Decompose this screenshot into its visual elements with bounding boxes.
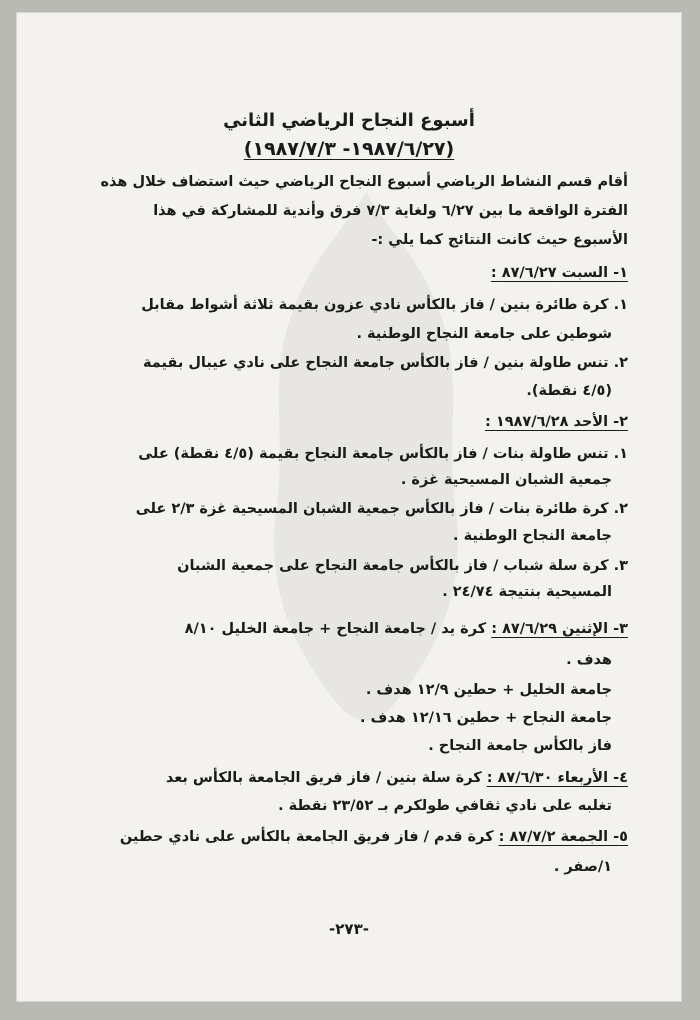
result-line: ١. تنس طاولة بنات / فاز بالكأس جامعة النجاح بقيمة (٤/٥ نقطة) على <box>138 446 628 462</box>
section-heading: ٥- الجمعة ٨٧/٧/٢ : <box>498 829 628 845</box>
result-line: ٤- الأربعاء ٨٧/٦/٣٠ : كرة سلة بنين / فاز فريق الجامعة بالكأس بعد <box>165 770 628 786</box>
result-line: ٣- الإثنين ٨٧/٦/٢٩ : كرة يد / جامعة النجاح + جامعة الخليل ٨/١٠ <box>184 621 628 637</box>
result-line: جامعة النجاح + حطين ١٢/١٦ هدف . <box>359 710 612 726</box>
intro-line: الفترة الواقعة ما بين ٦/٢٧ ولغاية ٧/٣ فرق وأندية للمشاركة في هذا <box>153 203 628 219</box>
result-line: جامعة الخليل + حطين ١٢/٩ هدف . <box>365 682 612 698</box>
page-number: -٢٧٣- <box>329 920 369 938</box>
section-heading: ٣- الإثنين ٨٧/٦/٢٩ : <box>491 621 628 637</box>
result-line: ٥- الجمعة ٨٧/٧/٢ : كرة قدم / فاز فريق الجامعة بالكأس على نادي حطين <box>119 829 628 845</box>
result-line: هدف . <box>566 652 612 668</box>
result-line: (٤/٥ نقطة). <box>526 383 612 399</box>
result-line: ١. كرة طائرة بنين / فاز بالكأس نادي عزون بقيمة ثلاثة أشواط مقابل <box>141 297 628 313</box>
result-line: جمعية الشبان المسيحية غزة . <box>400 472 612 488</box>
result-line: ٢. تنس طاولة بنين / فاز بالكأس جامعة النجاح على نادي عيبال بقيمة <box>142 355 628 371</box>
result-line: ٣. كرة سلة شباب / فاز بالكأس جامعة النجاح على جمعية الشبان <box>177 558 628 574</box>
section-heading: ٢- الأحد ١٩٨٧/٦/٢٨ : <box>485 414 628 430</box>
result-line: المسيحية بنتيجة ٢٤/٧٤ . <box>442 584 612 600</box>
section-heading: ١- السبت ٨٧/٦/٢٧ : <box>490 265 628 281</box>
section-heading: ٤- الأربعاء ٨٧/٦/٣٠ : <box>486 770 628 786</box>
intro-line: الأسبوع حيث كانت النتائج كما يلي :- <box>371 232 628 248</box>
result-line: ٢. كرة طائرة بنات / فاز بالكأس جمعية الشبان المسيحية غزة ٢/٣ على <box>135 501 628 517</box>
result-line: تغلبه على نادي ثقافي طولكرم بـ ٢٣/٥٢ نقطة . <box>278 798 612 814</box>
result-line: فاز بالكأس جامعة النجاح . <box>428 738 612 754</box>
result-line: جامعة النجاح الوطنية . <box>453 528 612 544</box>
intro-line: أقام قسم النشاط الرياضي أسبوع النجاح الرياضي حيث استضاف خلال هذه <box>100 174 628 190</box>
result-line: ١/صفر . <box>553 859 612 875</box>
page-title: أسبوع النجاح الرياضي الثاني <box>223 110 475 131</box>
document-page <box>16 12 682 1002</box>
result-line: شوطين على جامعة النجاح الوطنية . <box>356 326 612 342</box>
page-subtitle: (١٩٨٧/٦/٢٧- ١٩٨٧/٧/٣) <box>243 138 455 160</box>
